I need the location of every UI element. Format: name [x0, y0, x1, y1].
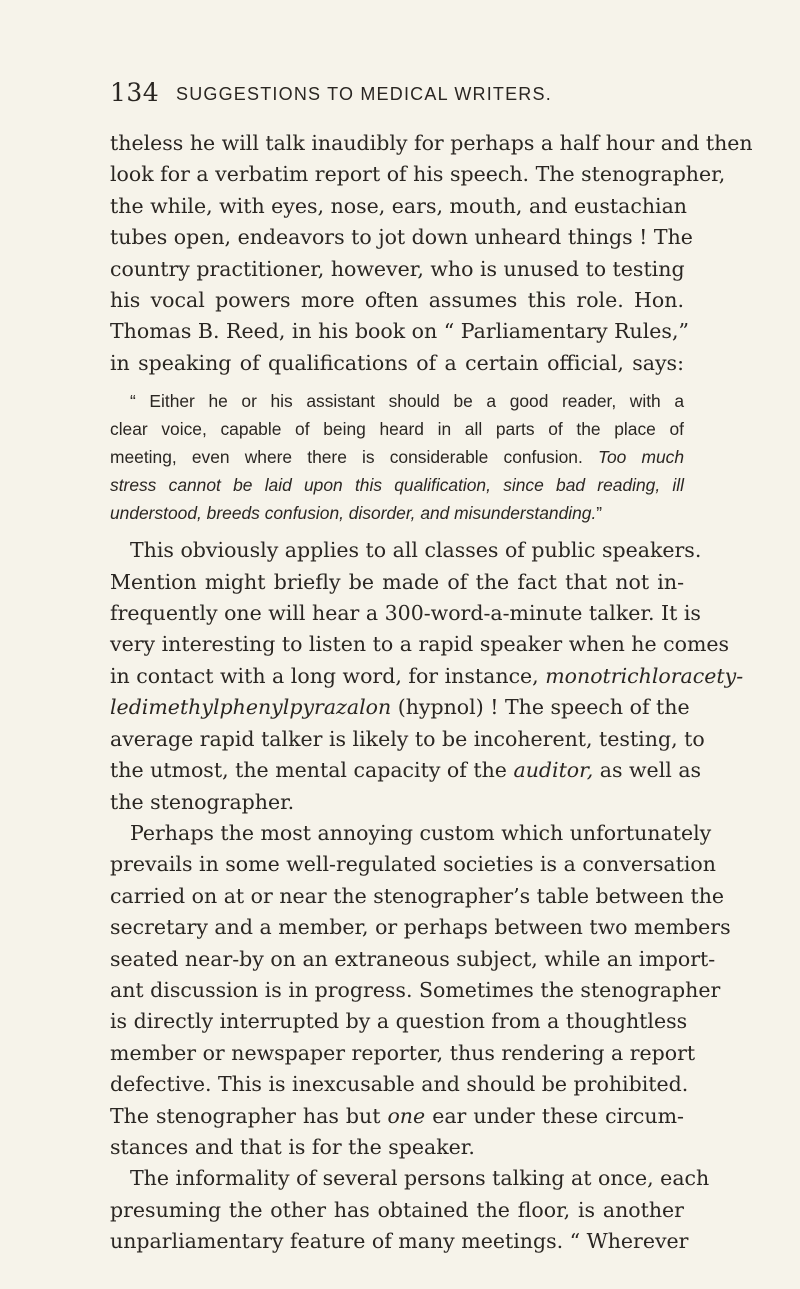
quote-close: ” — [596, 503, 603, 524]
text-line: is directly interrupted by a question from a thoughtless — [110, 1009, 688, 1034]
text-span: as well as — [599, 758, 702, 783]
emphasis: one — [387, 1103, 426, 1128]
text-line: secretary and a member, or perhaps between two members — [110, 915, 731, 940]
text-line: the stenographer. — [110, 789, 295, 814]
emphasis: auditor, — [513, 758, 594, 783]
text-line — [110, 661, 744, 692]
text-line: tubes open, endeavors to jot down unheard things ! The — [110, 225, 693, 250]
page-header — [110, 78, 670, 108]
quote-line: clear voice, capable of being heard in all parts of the place of — [110, 419, 684, 440]
text-line: seated near-by on an extraneous subject, while an import- — [110, 946, 716, 971]
quote-line — [110, 443, 684, 471]
paragraph-3 — [110, 818, 731, 1163]
text-span: the utmost, the mental capacity of the — [110, 758, 507, 783]
quote-line — [110, 499, 684, 527]
text-line — [110, 755, 702, 786]
chemical-name: ledimethylphenylpyrazalon — [110, 695, 392, 720]
text-line: his vocal powers more often assumes this role. Hon. — [110, 288, 684, 313]
text-line: presuming the other has obtained the floor, is another — [110, 1197, 684, 1222]
chemical-name: monotrichloracety- — [545, 663, 744, 688]
quote-emphasis: Too much — [597, 447, 684, 468]
text-line: ant discussion is in progress. Sometimes the stenographer — [110, 977, 721, 1002]
text-line: country practitioner, however, who is unused to testing — [110, 256, 685, 281]
quote-emphasis: stress cannot be laid upon this qualification, since bad reading, ill — [110, 475, 684, 496]
text-line: frequently one will hear a 300-word-a-minute talker. It is — [110, 601, 701, 626]
text-line: theless he will talk inaudibly for perhaps a half hour and then — [110, 131, 753, 155]
paragraph-1 — [110, 128, 753, 379]
text-line: carried on at or near the stenographer’s table between the — [110, 883, 725, 908]
text-span: ear under these circum- — [432, 1103, 684, 1128]
text-line: stances and that is for the speaker. — [110, 1134, 475, 1159]
text-line: the while, with eyes, nose, ears, mouth, and eustachian — [110, 193, 688, 218]
block-quote — [110, 387, 684, 527]
page-number: 134 — [110, 78, 160, 107]
text-line: Perhaps the most annoying custom which unfortunately — [130, 820, 712, 845]
text-line: This obviously applies to all classes of public speakers. — [130, 538, 702, 563]
text-line — [110, 1101, 684, 1132]
text-span: The stenographer has but — [110, 1103, 381, 1128]
page-body — [110, 128, 753, 1258]
running-head: SUGGESTIONS TO MEDICAL WRITERS. — [176, 84, 552, 104]
text-line: unparliamentary feature of many meetings. “ Wherever — [110, 1229, 689, 1254]
text-line: Mention might briefly be made of the fact that not in- — [110, 569, 684, 594]
text-line: very interesting to listen to a rapid speaker when he comes — [110, 632, 730, 657]
text-line: prevails in some well-regulated societies is a conversation — [110, 852, 716, 877]
quote-line: “ Either he or his assistant should be a good reader, with a — [130, 391, 684, 412]
text-line: defective. This is inexcusable and should be prohibited. — [110, 1072, 689, 1097]
paragraph-2 — [110, 535, 744, 818]
text-span: in contact with a long word, for instance, — [110, 663, 539, 688]
text-line: member or newspaper reporter, thus rendering a report — [110, 1040, 696, 1065]
paragraph-4 — [110, 1163, 710, 1257]
quote-line — [110, 471, 684, 499]
text-line: average rapid talker is likely to be incoherent, testing, to — [110, 726, 705, 751]
text-line: Thomas B. Reed, in his book on “ Parliamentary Rules,” — [110, 319, 689, 344]
quote-emphasis: understood, breeds confusion, disorder, and misunderstanding. — [110, 503, 597, 524]
text-line: look for a verbatim report of his speech. The stenographer, — [110, 162, 726, 187]
text-line: The informality of several persons talking at once, each — [130, 1166, 710, 1191]
text-line: in speaking of qualifications of a certain official, says: — [110, 350, 684, 375]
text-line — [110, 692, 690, 723]
text-span: (hypnol) ! The speech of the — [397, 695, 690, 720]
quote-text: meeting, even where there is considerable confusion. — [110, 447, 583, 468]
